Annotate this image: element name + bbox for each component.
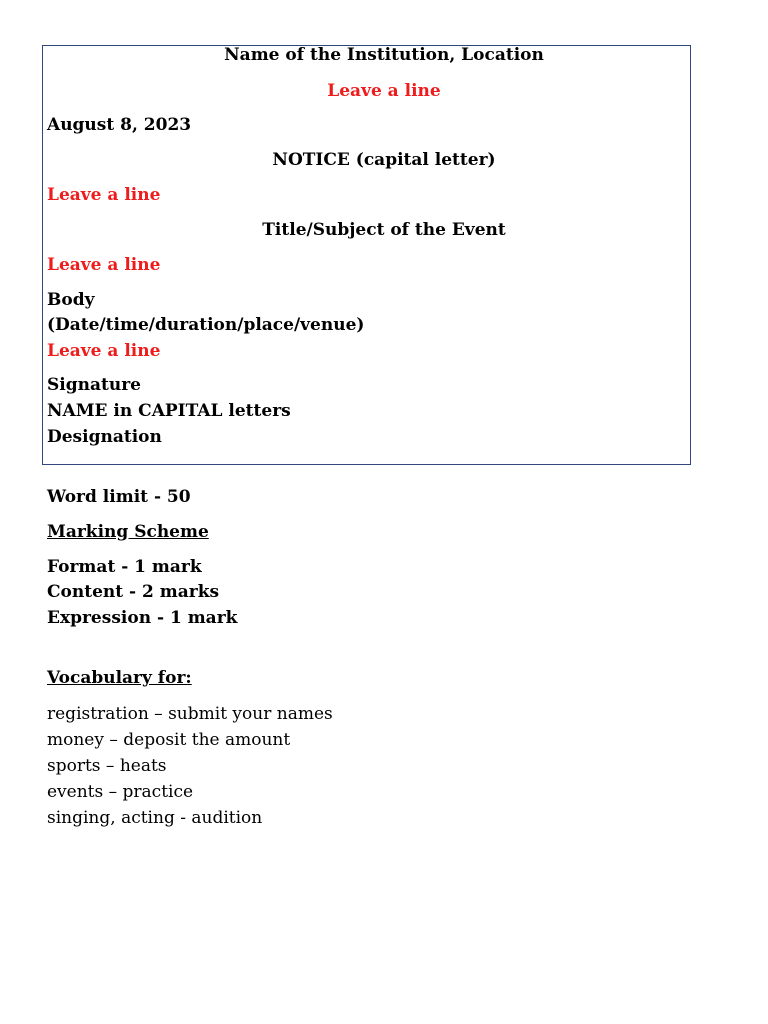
marking-item: Format - 1 mark (47, 557, 202, 577)
vocabulary-item: money – deposit the amount (47, 730, 291, 750)
leave-line-note: Leave a line (47, 341, 161, 361)
marking-item: Expression - 1 mark (47, 608, 238, 628)
vocabulary-heading: Vocabulary for: (47, 668, 192, 688)
date-line: August 8, 2023 (47, 115, 192, 135)
signature-line: Signature (47, 375, 141, 395)
leave-line-note: Leave a line (47, 255, 161, 275)
designation-line: Designation (47, 427, 162, 447)
institution-line: Name of the Institution, Location (224, 45, 544, 65)
vocabulary-item: registration – submit your names (47, 704, 333, 724)
notice-heading: NOTICE (capital letter) (272, 150, 496, 170)
body-label: Body (47, 290, 95, 310)
marking-scheme-heading: Marking Scheme (47, 522, 209, 542)
marking-item: Content - 2 marks (47, 582, 220, 602)
leave-line-note: Leave a line (327, 81, 441, 101)
vocabulary-item: singing, acting - audition (47, 808, 263, 828)
name-line: NAME in CAPITAL letters (47, 401, 291, 421)
vocabulary-item: sports – heats (47, 756, 167, 776)
leave-line-note: Leave a line (47, 185, 161, 205)
event-title-line: Title/Subject of the Event (262, 220, 506, 240)
word-limit: Word limit - 50 (47, 487, 191, 507)
body-details: (Date/time/duration/place/venue) (47, 315, 365, 335)
vocabulary-item: events – practice (47, 782, 194, 802)
